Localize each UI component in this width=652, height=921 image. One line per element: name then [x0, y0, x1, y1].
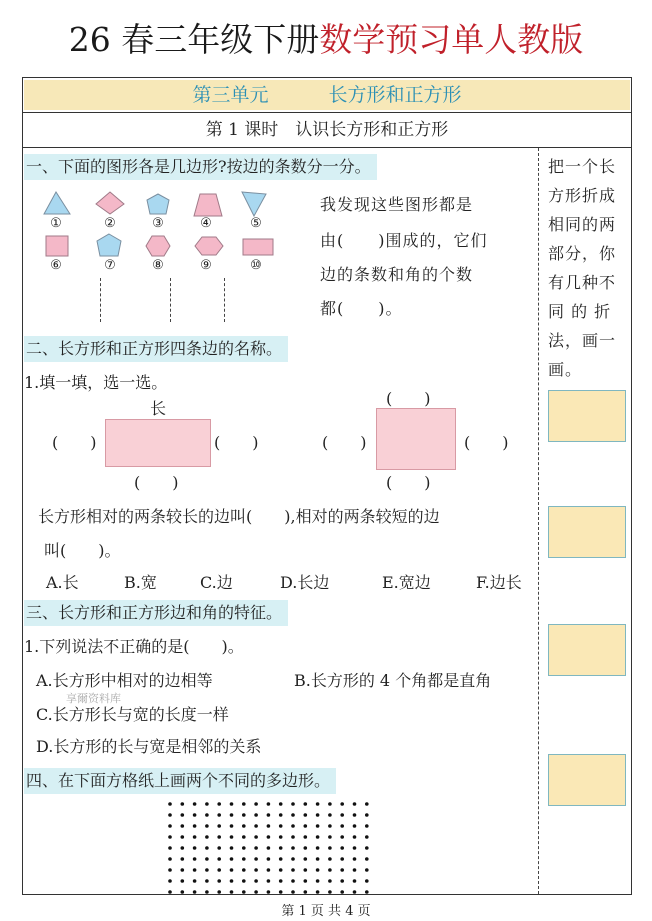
grid-dot	[328, 846, 332, 850]
sub-question: 1.填一填，选一选。	[24, 373, 168, 392]
grid-dot	[291, 835, 295, 839]
dot-grid-paper[interactable]	[166, 800, 372, 898]
question-text: 1.下列说法不正确的是( )。	[24, 637, 244, 656]
grid-dot	[193, 835, 197, 839]
grid-dot	[365, 846, 369, 850]
grid-dot	[217, 868, 221, 872]
grid-dot	[217, 890, 221, 894]
grid-dot	[230, 835, 234, 839]
grid-dot	[217, 813, 221, 817]
grid-dot	[328, 824, 332, 828]
fill-sentence: 长方形相对的两条较长的边叫( ),相对的两条较短的边	[38, 507, 440, 526]
sort-divider	[224, 278, 225, 322]
grid-dot	[242, 879, 246, 883]
grid-dot	[254, 824, 258, 828]
grid-dot	[267, 868, 271, 872]
grid-dot	[365, 857, 369, 861]
sort-divider	[170, 278, 171, 322]
grid-dot	[230, 857, 234, 861]
sidebar-line: 法，画一	[548, 331, 617, 350]
fold-drawing-box[interactable]	[548, 754, 626, 806]
grid-dot	[230, 813, 234, 817]
grid-dot	[304, 868, 308, 872]
sidebar-prompt	[548, 152, 630, 384]
shape-number: ⑨	[200, 258, 212, 273]
answer-blank[interactable]: ( )	[134, 473, 179, 492]
grid-dot	[230, 802, 234, 806]
grid-dot	[193, 802, 197, 806]
grid-dot	[193, 813, 197, 817]
grid-dot	[316, 868, 320, 872]
grid-dot	[205, 846, 209, 850]
grid-dot	[340, 835, 344, 839]
grid-dot	[291, 879, 295, 883]
grid-dot	[279, 857, 283, 861]
sidebar-line: 部分，你	[548, 244, 617, 263]
discovery-line: 都( )。	[320, 299, 403, 318]
grid-dot	[328, 835, 332, 839]
grid-dot	[365, 824, 369, 828]
grid-dot	[205, 802, 209, 806]
grid-dot	[353, 846, 357, 850]
sidebar-line: 有几种不	[548, 273, 617, 292]
grid-dot	[217, 857, 221, 861]
grid-dot	[168, 802, 172, 806]
grid-dot	[279, 813, 283, 817]
grid-dot	[291, 857, 295, 861]
triangle-shape	[44, 192, 70, 214]
hexagon-shape	[146, 236, 170, 256]
option-d[interactable]: D.长方形的长与宽是相邻的关系	[36, 737, 262, 756]
grid-dot	[267, 824, 271, 828]
grid-dot	[304, 835, 308, 839]
grid-dot	[304, 802, 308, 806]
grid-dot	[316, 835, 320, 839]
unit-title: 长方形和正方形	[328, 84, 462, 106]
grid-dot	[279, 879, 283, 883]
sidebar-line: 方形折成	[548, 186, 617, 205]
grid-dot	[353, 802, 357, 806]
rect-label-long: 长	[150, 399, 167, 418]
fill-sentence: 叫( )。	[44, 541, 121, 560]
grid-dot	[254, 813, 258, 817]
title-part-subject: 数学预习单人教版	[319, 20, 584, 59]
grid-dot	[328, 868, 332, 872]
grid-dot	[205, 824, 209, 828]
grid-dot	[340, 868, 344, 872]
grid-dot	[168, 879, 172, 883]
grid-dot	[193, 846, 197, 850]
grid-dot	[168, 824, 172, 828]
grid-dot	[254, 802, 258, 806]
grid-dot	[353, 813, 357, 817]
divider	[22, 147, 632, 148]
section-3-heading: 三、长方形和正方形边和角的特征。	[24, 600, 288, 626]
grid-dot	[181, 813, 185, 817]
shape-number: ①	[50, 216, 62, 231]
grid-dot	[168, 857, 172, 861]
grid-dot	[205, 857, 209, 861]
square-figure	[376, 408, 456, 470]
grid-dot	[242, 824, 246, 828]
grid-dot	[291, 824, 295, 828]
grid-dot	[316, 802, 320, 806]
grid-dot	[217, 846, 221, 850]
answer-blank[interactable]: ( )	[322, 433, 367, 452]
grid-dot	[267, 879, 271, 883]
grid-dot	[181, 835, 185, 839]
grid-dot	[181, 857, 185, 861]
grid-dot	[365, 835, 369, 839]
fold-drawing-box[interactable]	[548, 624, 626, 676]
grid-dot	[181, 868, 185, 872]
lesson-title: 第 1 课时 认识长方形和正方形	[205, 120, 449, 140]
option-c[interactable]: C.边	[200, 573, 233, 592]
shape-number: ⑥	[50, 258, 62, 273]
grid-dot	[168, 835, 172, 839]
grid-dot	[365, 890, 369, 894]
answer-blank[interactable]: ( )	[386, 389, 431, 408]
discovery-line: 我发现这些图形都是	[320, 195, 474, 214]
discovery-line: 由( )围成的，它们	[320, 231, 488, 250]
sidebar-line: 同 的 折	[548, 302, 612, 321]
grid-dot	[193, 890, 197, 894]
sidebar-divider	[538, 148, 539, 894]
grid-dot	[242, 802, 246, 806]
grid-dot	[254, 846, 258, 850]
grid-dot	[279, 868, 283, 872]
grid-dot	[254, 857, 258, 861]
rectangle-shape	[243, 239, 273, 255]
grid-dot	[328, 857, 332, 861]
grid-dot	[267, 813, 271, 817]
answer-blank[interactable]: ( )	[52, 433, 97, 452]
option-d[interactable]: D.长边	[280, 573, 330, 592]
grid-dot	[193, 857, 197, 861]
grid-dot	[242, 857, 246, 861]
title-part-grade: 26 春三年级下册	[68, 20, 320, 59]
option-f[interactable]: F.边长	[476, 573, 522, 592]
grid-dot	[353, 890, 357, 894]
grid-dot	[242, 846, 246, 850]
grid-dot	[193, 879, 197, 883]
grid-dot	[340, 879, 344, 883]
grid-dot	[242, 813, 246, 817]
grid-dot	[328, 879, 332, 883]
grid-dot	[267, 802, 271, 806]
grid-dot	[230, 890, 234, 894]
grid-dot	[168, 813, 172, 817]
unit-bar	[24, 80, 630, 110]
grid-dot	[304, 846, 308, 850]
divider	[22, 112, 632, 113]
fold-drawing-box[interactable]	[548, 390, 626, 442]
shape-number: ④	[200, 216, 212, 231]
grid-dot	[328, 890, 332, 894]
grid-dot	[205, 879, 209, 883]
square-shape	[46, 236, 68, 256]
sidebar-line: 把一个长	[548, 157, 617, 176]
grid-dot	[279, 824, 283, 828]
grid-dot	[304, 824, 308, 828]
grid-dot	[365, 813, 369, 817]
grid-dot	[205, 835, 209, 839]
grid-dot	[365, 802, 369, 806]
shape-number: ②	[104, 216, 116, 231]
grid-dot	[193, 868, 197, 872]
unit-label: 第三单元	[192, 84, 269, 106]
triangle-shape	[242, 192, 266, 216]
grid-dot	[242, 890, 246, 894]
shape-number: ⑧	[152, 258, 164, 273]
grid-dot	[242, 835, 246, 839]
grid-dot	[267, 857, 271, 861]
grid-dot	[279, 846, 283, 850]
page-number: 第 1 页 共 4 页	[281, 904, 371, 919]
grid-dot	[181, 846, 185, 850]
grid-dot	[340, 857, 344, 861]
grid-dot	[353, 857, 357, 861]
grid-dot	[193, 824, 197, 828]
option-e[interactable]: E.宽边	[382, 573, 431, 592]
grid-dot	[181, 879, 185, 883]
option-b[interactable]: B.长方形的 4 个角都是直角	[294, 671, 492, 690]
page-title	[0, 20, 652, 60]
grid-dot	[316, 857, 320, 861]
answer-blank[interactable]: ( )	[214, 433, 259, 452]
discovery-line: 边的条数和角的个数	[320, 265, 474, 284]
grid-dot	[230, 868, 234, 872]
grid-dot	[230, 846, 234, 850]
option-b[interactable]: B.宽	[124, 573, 157, 592]
rectangle-figure	[105, 419, 211, 467]
kite-shape	[96, 192, 124, 214]
grid-dot	[304, 857, 308, 861]
grid-dot	[328, 802, 332, 806]
grid-dot	[365, 879, 369, 883]
section-1-heading: 一、下面的图形各是几边形?按边的条数分一分。	[24, 154, 377, 180]
grid-dot	[340, 890, 344, 894]
grid-dot	[304, 890, 308, 894]
grid-dot	[328, 813, 332, 817]
grid-dot	[340, 824, 344, 828]
grid-dot	[205, 813, 209, 817]
grid-dot	[316, 890, 320, 894]
section-2-heading: 二、长方形和正方形四条边的名称。	[24, 336, 288, 362]
grid-dot	[168, 890, 172, 894]
sidebar-line: 相同的两	[548, 215, 617, 234]
shape-number: ⑩	[250, 258, 262, 273]
pentagon-shape	[147, 194, 169, 214]
grid-dot	[217, 802, 221, 806]
grid-dot	[291, 813, 295, 817]
grid-dot	[217, 835, 221, 839]
grid-dot	[304, 813, 308, 817]
grid-dot	[340, 802, 344, 806]
grid-dot	[353, 868, 357, 872]
grid-dot	[242, 868, 246, 872]
grid-dot	[217, 824, 221, 828]
grid-dot	[353, 824, 357, 828]
grid-dot	[168, 868, 172, 872]
grid-dot	[181, 824, 185, 828]
grid-dot	[267, 846, 271, 850]
shape-number: ⑤	[250, 216, 262, 231]
grid-dot	[291, 846, 295, 850]
shape-number: ⑦	[104, 258, 116, 273]
sidebar-line: 画。	[548, 360, 583, 379]
grid-dot	[279, 835, 283, 839]
quadrilateral-shape	[194, 194, 222, 216]
grid-dot	[353, 835, 357, 839]
sort-divider	[100, 278, 101, 322]
fold-drawing-box[interactable]	[548, 506, 626, 558]
grid-dot	[316, 879, 320, 883]
grid-dot	[267, 890, 271, 894]
grid-dot	[316, 846, 320, 850]
grid-dot	[181, 802, 185, 806]
grid-dot	[291, 802, 295, 806]
grid-dot	[267, 835, 271, 839]
grid-dot	[168, 846, 172, 850]
grid-dot	[205, 890, 209, 894]
answer-blank[interactable]: ( )	[386, 473, 431, 492]
answer-blank[interactable]: ( )	[464, 433, 509, 452]
grid-dot	[181, 890, 185, 894]
option-a[interactable]: A.长方形中相对的边相等	[36, 671, 213, 690]
grid-dot	[230, 879, 234, 883]
shape-number: ③	[152, 216, 164, 231]
grid-dot	[340, 846, 344, 850]
grid-dot	[254, 890, 258, 894]
section-4-heading: 四、在下面方格纸上画两个不同的多边形。	[24, 768, 336, 794]
grid-dot	[291, 890, 295, 894]
grid-dot	[254, 868, 258, 872]
grid-dot	[279, 890, 283, 894]
option-c[interactable]: C.长方形长与宽的长度一样	[36, 705, 229, 724]
hexagon-shape	[195, 237, 223, 255]
grid-dot	[230, 824, 234, 828]
grid-dot	[217, 879, 221, 883]
grid-dot	[254, 879, 258, 883]
grid-dot	[254, 835, 258, 839]
grid-dot	[316, 813, 320, 817]
grid-dot	[365, 868, 369, 872]
grid-dot	[340, 813, 344, 817]
option-a[interactable]: A.长	[46, 573, 79, 592]
watermark: 享爾资料库	[66, 692, 121, 705]
grid-dot	[291, 868, 295, 872]
pentagon-shape	[97, 234, 121, 256]
grid-dot	[304, 879, 308, 883]
grid-dot	[353, 879, 357, 883]
grid-dot	[316, 824, 320, 828]
grid-dot	[279, 802, 283, 806]
grid-dot	[205, 868, 209, 872]
